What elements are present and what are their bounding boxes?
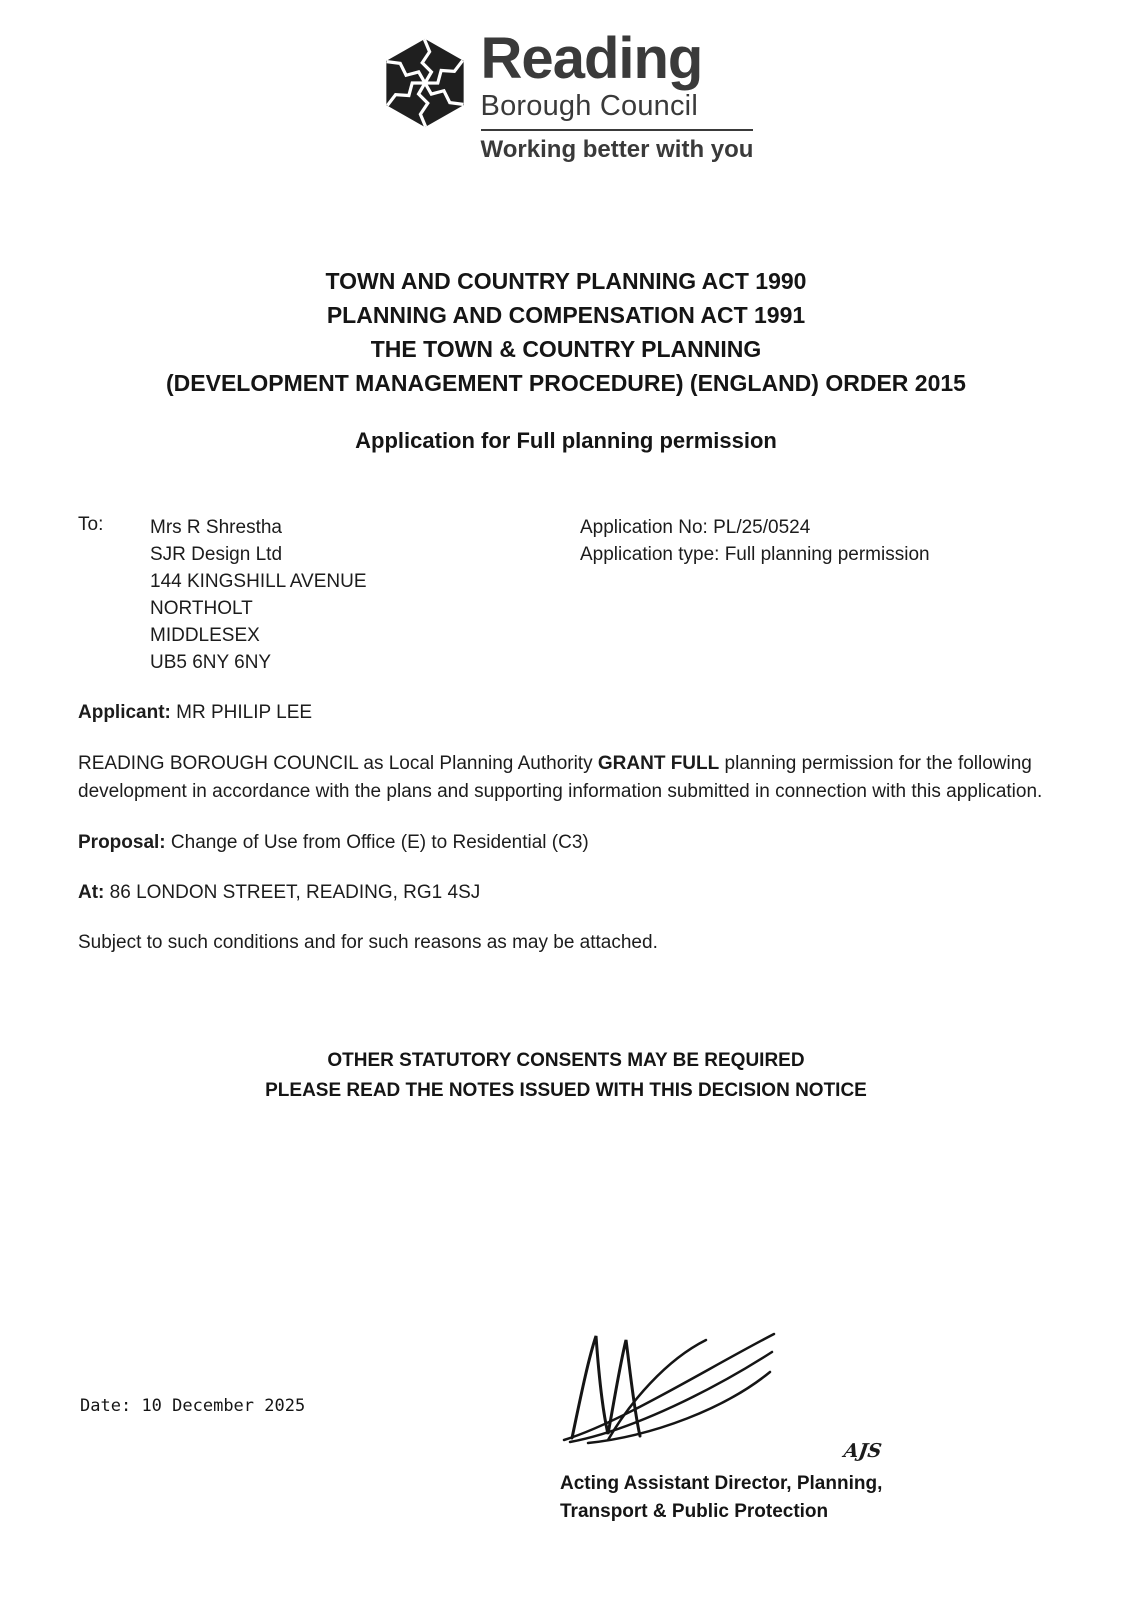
address-line: SJR Design Ltd	[150, 543, 283, 565]
proposal-label: Proposal:	[78, 831, 166, 853]
address-line: MIDDLESEX	[150, 624, 260, 646]
address-line: NORTHOLT	[150, 597, 253, 619]
applicant-label: Applicant:	[78, 701, 171, 723]
applicant-line	[78, 702, 1054, 724]
logo-divider	[481, 129, 754, 131]
grant-paragraph	[78, 750, 1054, 806]
recipient-address	[150, 514, 580, 676]
application-type-label: Application type:	[580, 543, 720, 565]
recipient-section	[78, 514, 1054, 676]
act-title-line: THE TOWN & COUNTRY PLANNING	[370, 335, 762, 362]
grant-text-pre: READING BOROUGH COUNCIL as Local Planning Authority	[78, 752, 593, 774]
statutory-notice-line: OTHER STATUTORY CONSENTS MAY BE REQUIRED	[327, 1049, 805, 1071]
statutory-notice-line: PLEASE READ THE NOTES ISSUED WITH THIS DECISION NOTICE	[265, 1079, 867, 1101]
footer	[78, 1330, 1054, 1580]
act-title-line: TOWN AND COUNTRY PLANNING ACT 1990	[325, 267, 807, 294]
application-info	[580, 514, 930, 676]
date-value: 10 December 2025	[141, 1396, 306, 1416]
date-label: Date:	[80, 1396, 132, 1416]
act-title-line: PLANNING AND COMPENSATION ACT 1991	[326, 301, 806, 328]
act-title-block	[78, 264, 1054, 400]
reading-hexagon-logo-icon	[379, 34, 471, 132]
signatory-title	[560, 1470, 882, 1526]
signatory-title-line: Acting Assistant Director, Planning,	[560, 1473, 883, 1494]
document-subtitle: Application for Full planning permission	[355, 427, 777, 453]
location-label: At:	[78, 881, 105, 903]
proposal-text: Change of Use from Office (E) to Residential (C3)	[170, 831, 589, 853]
grant-emphasis: GRANT FULL	[597, 752, 720, 774]
address-line: Mrs R Shrestha	[150, 516, 282, 538]
applicant-name: MR PHILIP LEE	[176, 701, 313, 723]
application-type-value: Full planning permission	[724, 543, 930, 565]
logo-name: Reading	[480, 26, 703, 91]
signature-initials: AJS	[842, 1440, 883, 1462]
to-label: To:	[78, 513, 104, 535]
address-line: UB5 6NY 6NY	[150, 651, 272, 673]
application-number-label: Application No:	[580, 516, 708, 538]
council-logo	[379, 26, 754, 164]
logo-subtitle: Borough Council	[480, 90, 698, 122]
application-type-line	[580, 541, 930, 568]
act-title-line: (DEVELOPMENT MANAGEMENT PROCEDURE) (ENGLAND) ORDER 2015	[166, 369, 966, 396]
location-text: 86 LONDON STREET, READING, RG1 4SJ	[109, 881, 481, 903]
conditions-note: Subject to such conditions and for such reasons as may be attached.	[78, 931, 658, 953]
address-line: 144 KINGSHILL AVENUE	[150, 570, 367, 592]
location-line	[78, 882, 1054, 904]
logo-tagline: Working better with you	[480, 136, 754, 164]
application-number-line	[580, 514, 930, 541]
signatory-title-line: Transport & Public Protection	[560, 1501, 829, 1522]
statutory-notice	[78, 1046, 1054, 1106]
application-number-value: PL/25/0524	[713, 516, 811, 538]
proposal-line	[78, 832, 1054, 854]
grant-text-post: planning permission for the following development in accordance with the plans and supporting information submitted in connection with this application.	[78, 752, 1043, 802]
date-line	[80, 1396, 305, 1416]
handwritten-signature	[558, 1330, 778, 1445]
